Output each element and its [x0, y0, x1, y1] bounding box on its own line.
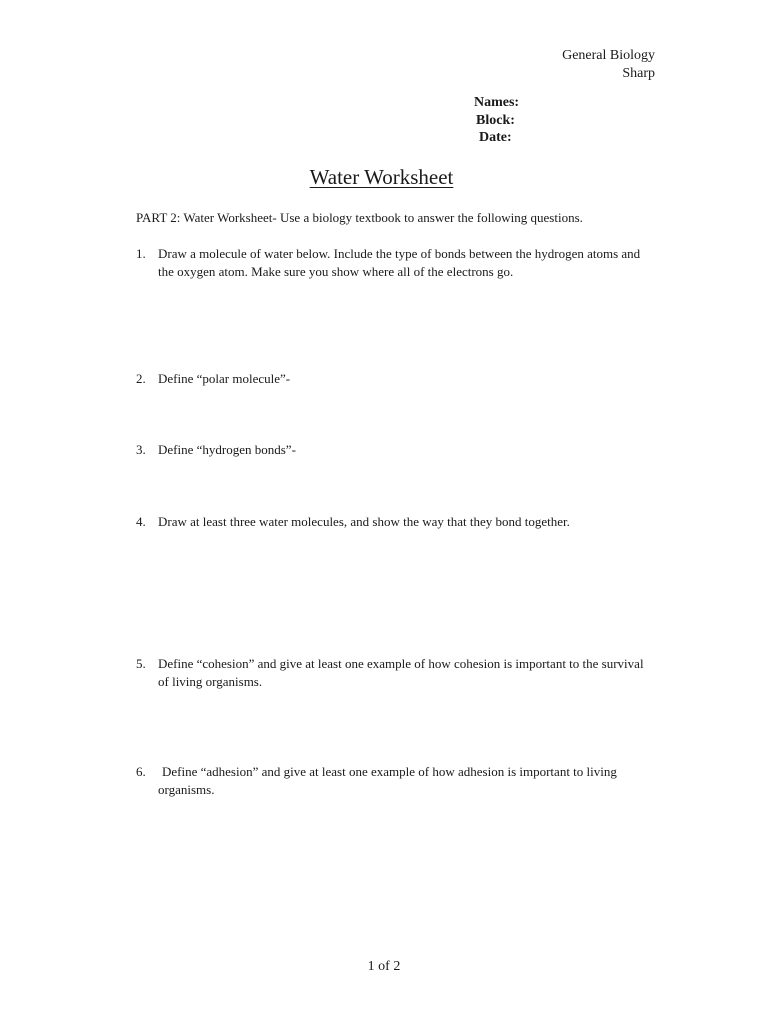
worksheet-title: Water Worksheet: [309, 165, 454, 189]
block-label: Block:: [476, 112, 515, 128]
instructions: PART 2: Water Worksheet- Use a biology textbook to answer the following questions.: [136, 210, 583, 225]
question-text: Draw at least three water molecules, and show the way that they bond together.: [158, 514, 570, 529]
course-header: [562, 47, 655, 83]
page-number: 1 of 2: [367, 959, 401, 974]
question-6: [136, 763, 656, 799]
question-4: [136, 513, 656, 531]
question-5: [136, 655, 656, 691]
question-text: Draw a molecule of water below. Include the type of bonds between the hydrogen atoms and the oxygen atom. Make sure you show where all of the electrons go.: [158, 246, 641, 279]
question-3: [136, 441, 656, 459]
question-number: 6.: [136, 764, 146, 779]
question-number: 5.: [136, 656, 146, 671]
names-label: Names:: [474, 95, 520, 110]
question-text: Define “hydrogen bonds”-: [158, 442, 296, 457]
date-label: Date:: [479, 130, 512, 145]
question-number: 1.: [136, 246, 146, 261]
question-2: [136, 370, 656, 388]
student-info-fields: [474, 94, 519, 147]
question-text: Define “polar molecule”-: [158, 371, 291, 386]
question-number: 3.: [136, 442, 146, 457]
question-number: 4.: [136, 514, 146, 529]
teacher-name: Sharp: [622, 66, 655, 81]
question-number: 2.: [136, 371, 146, 386]
question-1: [136, 245, 656, 281]
course-name: General Biology: [562, 48, 655, 63]
question-text: Define “adhesion” and give at least one example of how adhesion is important to living organisms.: [158, 764, 617, 797]
question-text: Define “cohesion” and give at least one example of how cohesion is important to the survival of living organisms.: [158, 656, 644, 689]
